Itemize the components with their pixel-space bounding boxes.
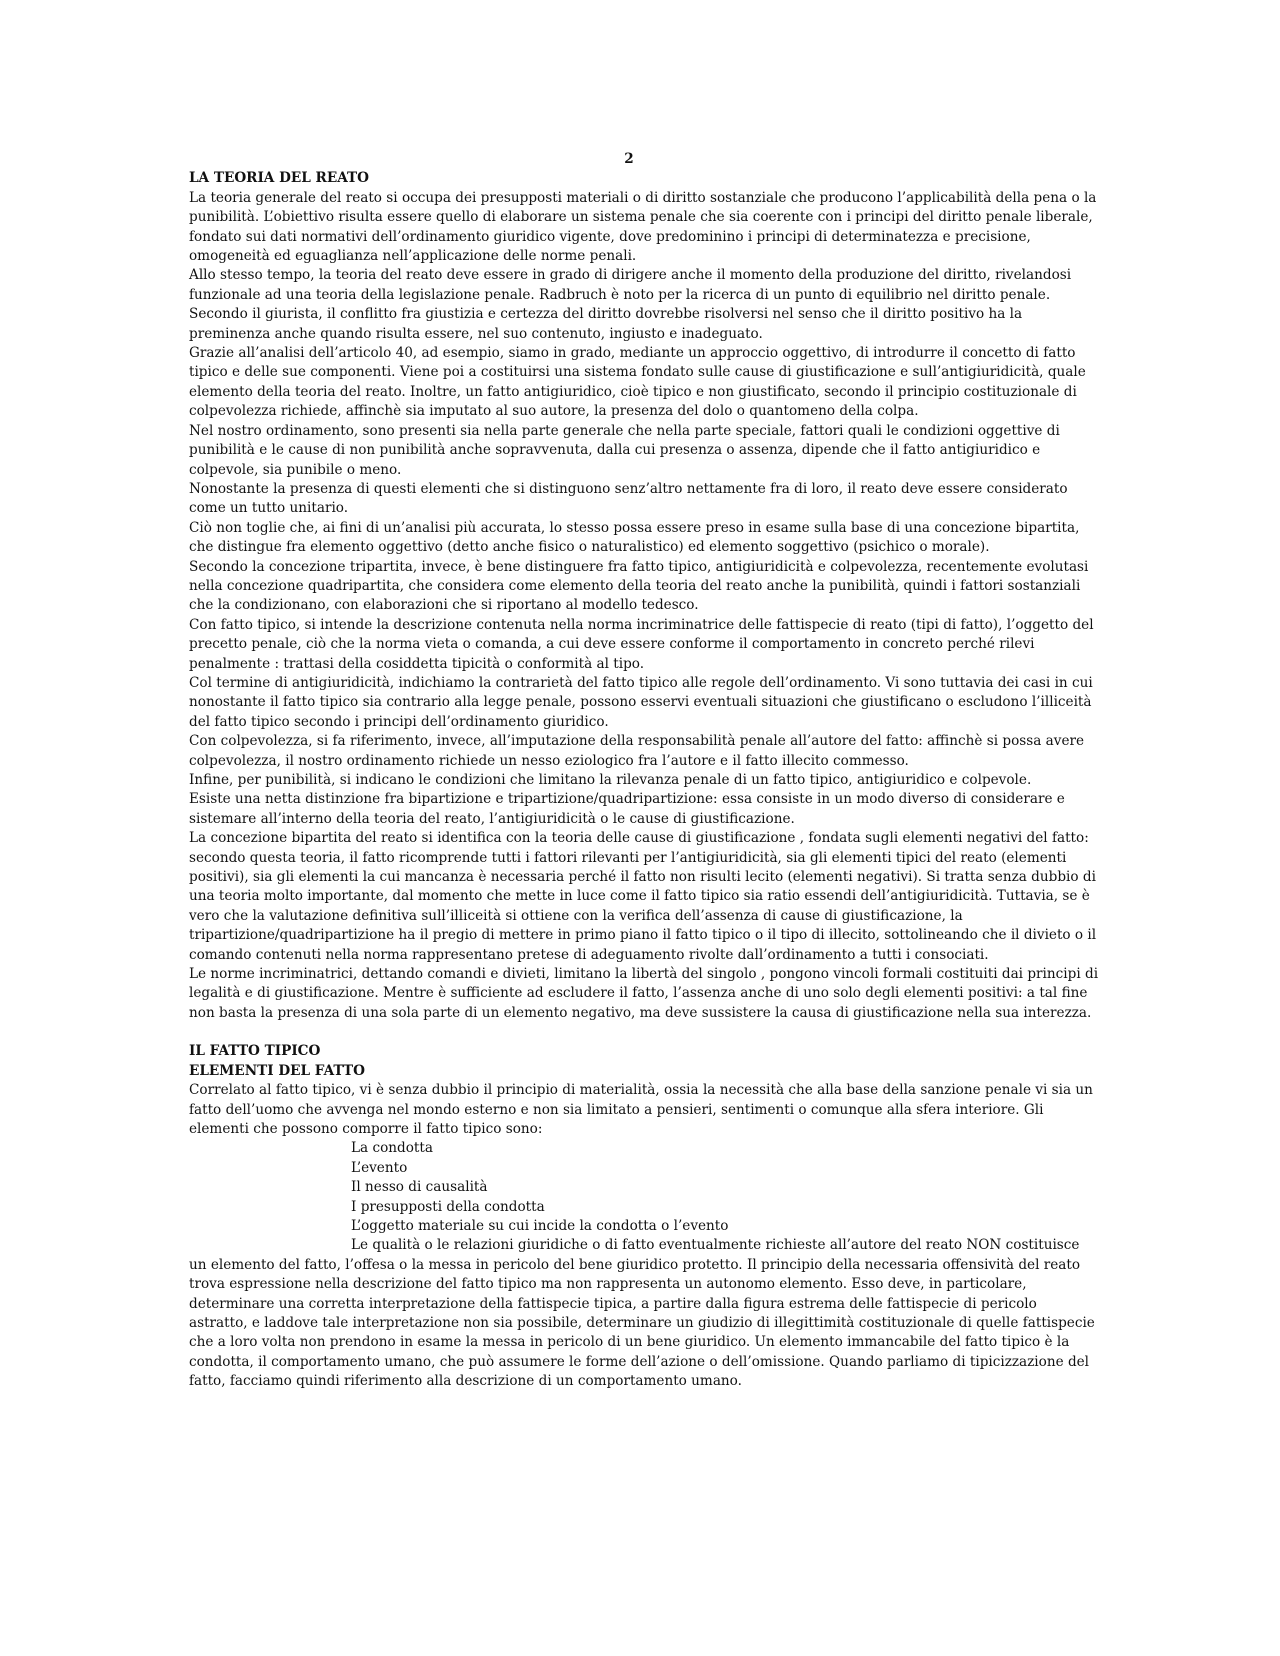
paragraph: Con fatto tipico, si intende la descrizione contenuta nella norma incriminatrice delle fattispecie di reato (tipi di fatto), l’oggetto del precetto penale, ciò che la norma vieta o comanda, a cui deve essere conforme il comportamento in concreto perché rilevi penalmente : trattasi della cosiddetta tipicità o conformità al tipo. xyxy=(189,616,1094,672)
paragraph: Esiste una netta distinzione fra bipartizione e tripartizione/quadripartizione: essa consiste in un modo diverso di considerare e sistemare all’interno della teoria del reato, l’antigiuridicità o le cause di giustificazione. xyxy=(189,791,1065,827)
paragraph-closing: Le qualità o le relazioni giuridiche o di fatto eventualmente richieste all’autore del reato NON costituisce un elemento del fatto, l’offesa o la messa in pericolo del bene giuridico protetto. Il principio della necessaria offensività del reato trova espressione nella descrizione del fatto tipico ma non rappresenta un autonomo elemento. Esso deve, in particolare, determinare una corretta interpretazione della fattispecie tipica, a partire dalla figura estrema delle fattispecie di pericolo astratto, e laddove tale interpretazione non sia possibile, determinare un giudizio di illegittimità costituzionale di quelle fattispecie che a loro volta non prendono in esame la messa in pericolo di un bene giuridico. Un elemento immancabile del fatto tipico è la condotta, il comportamento umano, che può assumere le forme dell’azione o dell’omissione. Quando parliamo di tipicizzazione del fatto, facciamo quindi riferimento alla descrizione di un comportamento umano. xyxy=(189,1237,1095,1390)
list-item: L’evento xyxy=(351,1159,408,1176)
page-content xyxy=(189,150,1099,1392)
paragraph-intro: Correlato al fatto tipico, vi è senza dubbio il principio di materialità, ossia la necessità che alla base della sanzione penale vi sia un fatto dell’uomo che avvenga nel mondo esterno e non sia limitato a pensieri, sentimenti o comunque alla sfera interiore. Gli elementi che possono comporre il fatto tipico sono: xyxy=(189,1082,1093,1137)
page-number: 2 xyxy=(624,151,634,167)
paragraph: Con colpevolezza, si fa riferimento, invece, all’imputazione della responsabilità penale all’autore del fatto: affinchè si possa avere colpevolezza, il nostro ordinamento richiede un nesso eziologico fra l’autore e il fatto illecito commesso. xyxy=(189,733,1085,769)
paragraph: Secondo la concezione tripartita, invece, è bene distinguere fra fatto tipico, antigiuridicità e colpevolezza, recentemente evolutasi nella concezione quadripartita, che considera come elemento della teoria del reato anche la punibilità, quindi i fattori sostanziali che la condizionano, con elaborazioni che si riportano al modello tedesco. xyxy=(189,558,1089,614)
section-spacer xyxy=(189,1023,1099,1042)
paragraph: La teoria generale del reato si occupa dei presupposti materiali o di diritto sostanziale che producono l’applicabilità della pena o la punibilità. L’obiettivo risulta essere quello di elaborare un sistema penale che sia coerente con i principi del diritto penale liberale, fondato sui dati normativi dell’ordinamento giuridico vigente, dove predominino i principi di determinatezza e precisione, omogeneità ed eguaglianza nell’applicazione delle norme penali. xyxy=(189,189,1097,265)
subheading-elementi-del-fatto: ELEMENTI DEL FATTO xyxy=(189,1062,366,1079)
section-heading-fatto-tipico: IL FATTO TIPICO xyxy=(189,1043,321,1060)
paragraph: Ciò non toglie che, ai fini di un’analisi più accurata, lo stesso possa essere preso in esame sulla base di una concezione bipartita, che distingue fra elemento oggettivo (detto anche fisico o naturalistico) ed elemento soggettivo (psichico o morale). xyxy=(189,519,1080,556)
paragraph: Col termine di antigiuridicità, indichiamo la contrarietà del fatto tipico alle regole dell’ordinamento. Vi sono tuttavia dei casi in cui nonostante il fatto tipico sia contrario alla legge penale, possono esservi eventuali situazioni che giustificano o escludono l’illiceità del fatto tipico secondo i principi dell’ordinamento giuridico. xyxy=(189,674,1093,730)
list-item: Il nesso di causalità xyxy=(351,1179,488,1196)
paragraph: Infine, per punibilità, si indicano le condizioni che limitano la rilevanza penale di un fatto tipico, antigiuridico e colpevole. xyxy=(189,772,1032,788)
list-item: L’oggetto materiale su cui incide la condotta o l’evento xyxy=(351,1217,729,1234)
list-item: I presupposti della condotta xyxy=(351,1198,545,1215)
paragraph: La concezione bipartita del reato si identifica con la teoria delle cause di giustificazione , fondata sugli elementi negativi del fatto: secondo questa teoria, il fatto ricomprende tutti i fattori rilevanti per l’antigiuridicità, sia gli elementi tipici del reato (elementi positivi), sia gli elementi la cui mancanza è necessaria perché il fatto non risulti lecito (elementi negativi). Si tratta senza dubbio di una teoria molto importante, dal momento che mette in luce come il fatto tipico sia ratio essendi dell’antigiuridicità. Tuttavia, se è vero che la valutazione definitiva sull’illiceità si ottiene con la verifica dell’assenza di cause di giustificazione, la tripartizione/quadripartizione ha il pregio di mettere in primo piano il fatto tipico o il tipo di illecito, sottolineando che il divieto o il comando contenuti nella norma rappresentano pretese di adeguamento rivolte dall’ordinamento a tutti i consociati. xyxy=(189,830,1097,963)
paragraph: Grazie all’analisi dell’articolo 40, ad esempio, siamo in grado, mediante un approccio oggettivo, di introdurre il concetto di fatto tipico e delle sue componenti. Viene poi a costituirsi una sistema fondato sulle cause di giustificazione e sull’antigiuridicità, quale elemento della teoria del reato. Inoltre, un fatto antigiuridico, cioè tipico e non giustificato, secondo il principio costituzionale di colpevolezza richiede, affinchè sia imputato al suo autore, la presenza del dolo o quantomeno della colpa. xyxy=(189,345,1086,420)
section-heading-teoria-del-reato: LA TEORIA DEL REATO xyxy=(189,170,369,187)
paragraph: Nonostante la presenza di questi elementi che si distinguono senz’altro nettamente fra di loro, il reato deve essere considerato come un tutto unitario. xyxy=(189,480,1068,517)
paragraph: Le norme incriminatrici, dettando comandi e divieti, limitano la libertà del singolo , pongono vincoli formali costituiti dai principi di legalità e di giustificazione. Mentre è sufficiente ad escludere il fatto, l’assenza anche di uno solo degli elementi positivi: a tal fine non basta la presenza di una sola parte di un elemento negativo, ma deve sussistere la causa di giustificazione nella sua interezza. xyxy=(189,966,1099,1021)
paragraph: Allo stesso tempo, la teoria del reato deve essere in grado di dirigere anche il momento della produzione del diritto, rivelandosi funzionale ad una teoria della legislazione penale. Radbruch è noto per la ricerca di un punto di equilibrio nel diritto penale. Secondo il giurista, il conflitto fra giustizia e certezza del diritto dovrebbe risolversi nel senso che il diritto positivo ha la preminenza anche quando risulta essere, nel suo contenuto, ingiusto e inadeguato. xyxy=(189,267,1072,342)
paragraph: Nel nostro ordinamento, sono presenti sia nella parte generale che nella parte speciale, fattori quali le condizioni oggettive di punibilità e le cause di non punibilità anche sopravvenuta, dalla cui presenza o assenza, dipende che il fatto antigiuridico e colpevole, sia punibile o meno. xyxy=(189,422,1060,478)
list-item: La condotta xyxy=(351,1140,433,1157)
